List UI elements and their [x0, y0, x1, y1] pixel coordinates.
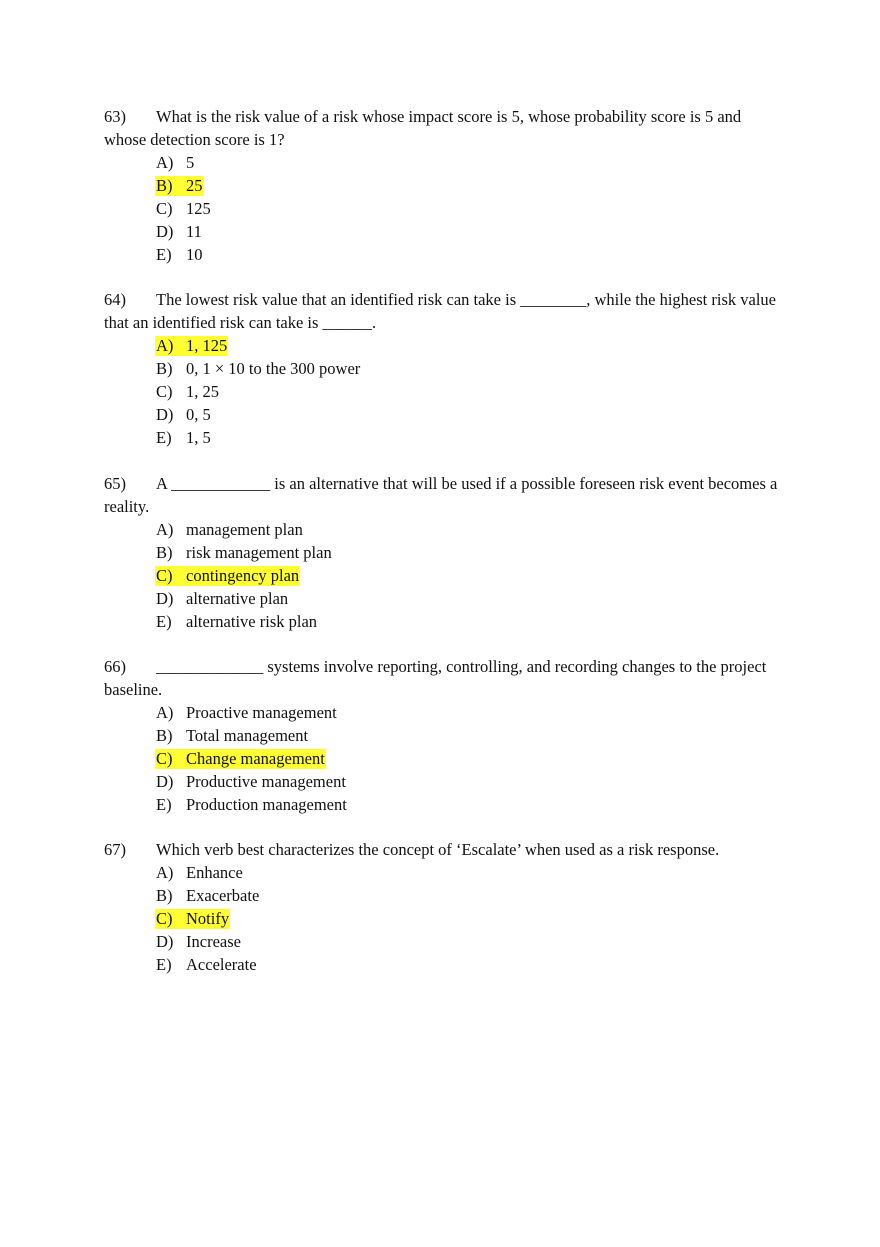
- option-text: Increase: [186, 932, 241, 951]
- option-text: 125: [186, 199, 211, 218]
- question-text: [104, 472, 784, 518]
- option-text: 1, 125: [186, 336, 228, 355]
- option-d: [155, 220, 784, 243]
- option-letter: E): [156, 428, 172, 447]
- option-d: [155, 930, 784, 953]
- option-text: risk management plan: [186, 543, 332, 562]
- question-prompt: The lowest risk value that an identified risk can take is ________, while the highest risk value that an identified risk can take is ______.: [104, 290, 776, 332]
- option-letter: B): [156, 176, 173, 195]
- option-label: [155, 863, 244, 883]
- option-letter: C): [156, 749, 173, 768]
- option-b: [155, 724, 784, 747]
- option-text: 1, 5: [186, 428, 211, 447]
- option-letter: A): [156, 153, 174, 172]
- option-letter: E): [156, 612, 172, 631]
- option-letter: B): [156, 543, 173, 562]
- option-label: [155, 543, 333, 563]
- option-letter: E): [156, 245, 172, 264]
- question-64: [104, 288, 784, 449]
- option-letter: D): [156, 772, 174, 791]
- question-text: [104, 655, 784, 701]
- option-c: [155, 380, 784, 403]
- question-67: [104, 838, 784, 976]
- option-label: [155, 932, 242, 952]
- option-label: [155, 566, 300, 586]
- option-text: 0, 5: [186, 405, 211, 424]
- option-label: [155, 772, 347, 792]
- option-text: Production management: [186, 795, 347, 814]
- option-label: [155, 199, 212, 219]
- question-text: [104, 288, 784, 334]
- option-text: Total management: [186, 726, 309, 745]
- option-letter: A): [156, 863, 174, 882]
- option-letter: C): [156, 382, 173, 401]
- option-c: [155, 197, 784, 220]
- option-text: contingency plan: [186, 566, 300, 585]
- option-label: [155, 153, 195, 173]
- option-letter: B): [156, 359, 173, 378]
- option-d: [155, 403, 784, 426]
- option-label: [155, 336, 228, 356]
- option-label: [155, 612, 318, 632]
- option-text: alternative risk plan: [186, 612, 318, 631]
- option-label: [155, 405, 212, 425]
- option-a: [155, 151, 784, 174]
- option-e: [155, 953, 784, 976]
- question-63: [104, 105, 784, 266]
- option-label: [155, 955, 258, 975]
- option-letter: E): [156, 955, 172, 974]
- option-e: [155, 426, 784, 449]
- option-label: [155, 382, 220, 402]
- option-c: [155, 747, 784, 770]
- question-prompt: What is the risk value of a risk whose impact score is 5, whose probability score is 5 and whose detection score is 1?: [104, 107, 742, 149]
- option-letter: B): [156, 886, 173, 905]
- question-65: [104, 472, 784, 633]
- option-label: [155, 222, 203, 242]
- question-prompt: Which verb best characterizes the concept of ‘Escalate’ when used as a risk response.: [156, 840, 720, 859]
- answer-options: [155, 518, 784, 633]
- question-number: 63): [104, 107, 126, 126]
- question-number: 66): [104, 657, 126, 676]
- option-letter: D): [156, 589, 174, 608]
- option-text: alternative plan: [186, 589, 289, 608]
- option-letter: C): [156, 909, 173, 928]
- option-letter: D): [156, 222, 174, 241]
- option-label: [155, 589, 289, 609]
- option-text: Accelerate: [186, 955, 257, 974]
- option-letter: D): [156, 405, 174, 424]
- option-text: Notify: [186, 909, 230, 928]
- option-text: Exacerbate: [186, 886, 260, 905]
- option-label: [155, 703, 338, 723]
- option-label: [155, 176, 204, 196]
- option-label: [155, 359, 361, 379]
- option-c: [155, 564, 784, 587]
- question-prompt: A ____________ is an alternative that will be used if a possible foreseen risk event becomes a reality.: [104, 474, 778, 516]
- option-letter: E): [156, 795, 172, 814]
- option-letter: B): [156, 726, 173, 745]
- option-d: [155, 587, 784, 610]
- option-text: 0, 1 × 10 to the 300 power: [186, 359, 361, 378]
- option-a: [155, 334, 784, 357]
- option-letter: C): [156, 199, 173, 218]
- option-letter: A): [156, 336, 174, 355]
- option-b: [155, 357, 784, 380]
- question-prompt: _____________ systems involve reporting, controlling, and recording changes to the project baseline.: [104, 657, 767, 699]
- option-text: Change management: [186, 749, 325, 768]
- answer-options: [155, 701, 784, 816]
- question-text: [104, 838, 784, 861]
- question-text: [104, 105, 784, 151]
- option-text: Enhance: [186, 863, 243, 882]
- option-a: [155, 518, 784, 541]
- option-label: [155, 886, 260, 906]
- question-number: 67): [104, 840, 126, 859]
- option-text: 11: [186, 222, 202, 241]
- question-number: 65): [104, 474, 126, 493]
- option-text: Productive management: [186, 772, 346, 791]
- option-b: [155, 541, 784, 564]
- option-e: [155, 243, 784, 266]
- option-text: management plan: [186, 520, 303, 539]
- option-c: [155, 907, 784, 930]
- option-text: 1, 25: [186, 382, 219, 401]
- option-text: 5: [186, 153, 195, 172]
- option-label: [155, 245, 204, 265]
- option-label: [155, 909, 230, 929]
- answer-options: [155, 151, 784, 266]
- option-letter: A): [156, 703, 174, 722]
- option-a: [155, 701, 784, 724]
- option-label: [155, 749, 326, 769]
- answer-options: [155, 861, 784, 976]
- option-text: 10: [186, 245, 203, 264]
- option-label: [155, 795, 348, 815]
- answer-options: [155, 334, 784, 449]
- option-letter: C): [156, 566, 173, 585]
- question-number: 64): [104, 290, 126, 309]
- option-b: [155, 174, 784, 197]
- option-text: 25: [186, 176, 203, 195]
- option-b: [155, 884, 784, 907]
- option-a: [155, 861, 784, 884]
- option-label: [155, 726, 309, 746]
- option-d: [155, 770, 784, 793]
- option-label: [155, 428, 212, 448]
- option-e: [155, 610, 784, 633]
- option-e: [155, 793, 784, 816]
- question-66: [104, 655, 784, 816]
- option-text: Proactive management: [186, 703, 337, 722]
- option-letter: A): [156, 520, 174, 539]
- option-letter: D): [156, 932, 174, 951]
- option-label: [155, 520, 304, 540]
